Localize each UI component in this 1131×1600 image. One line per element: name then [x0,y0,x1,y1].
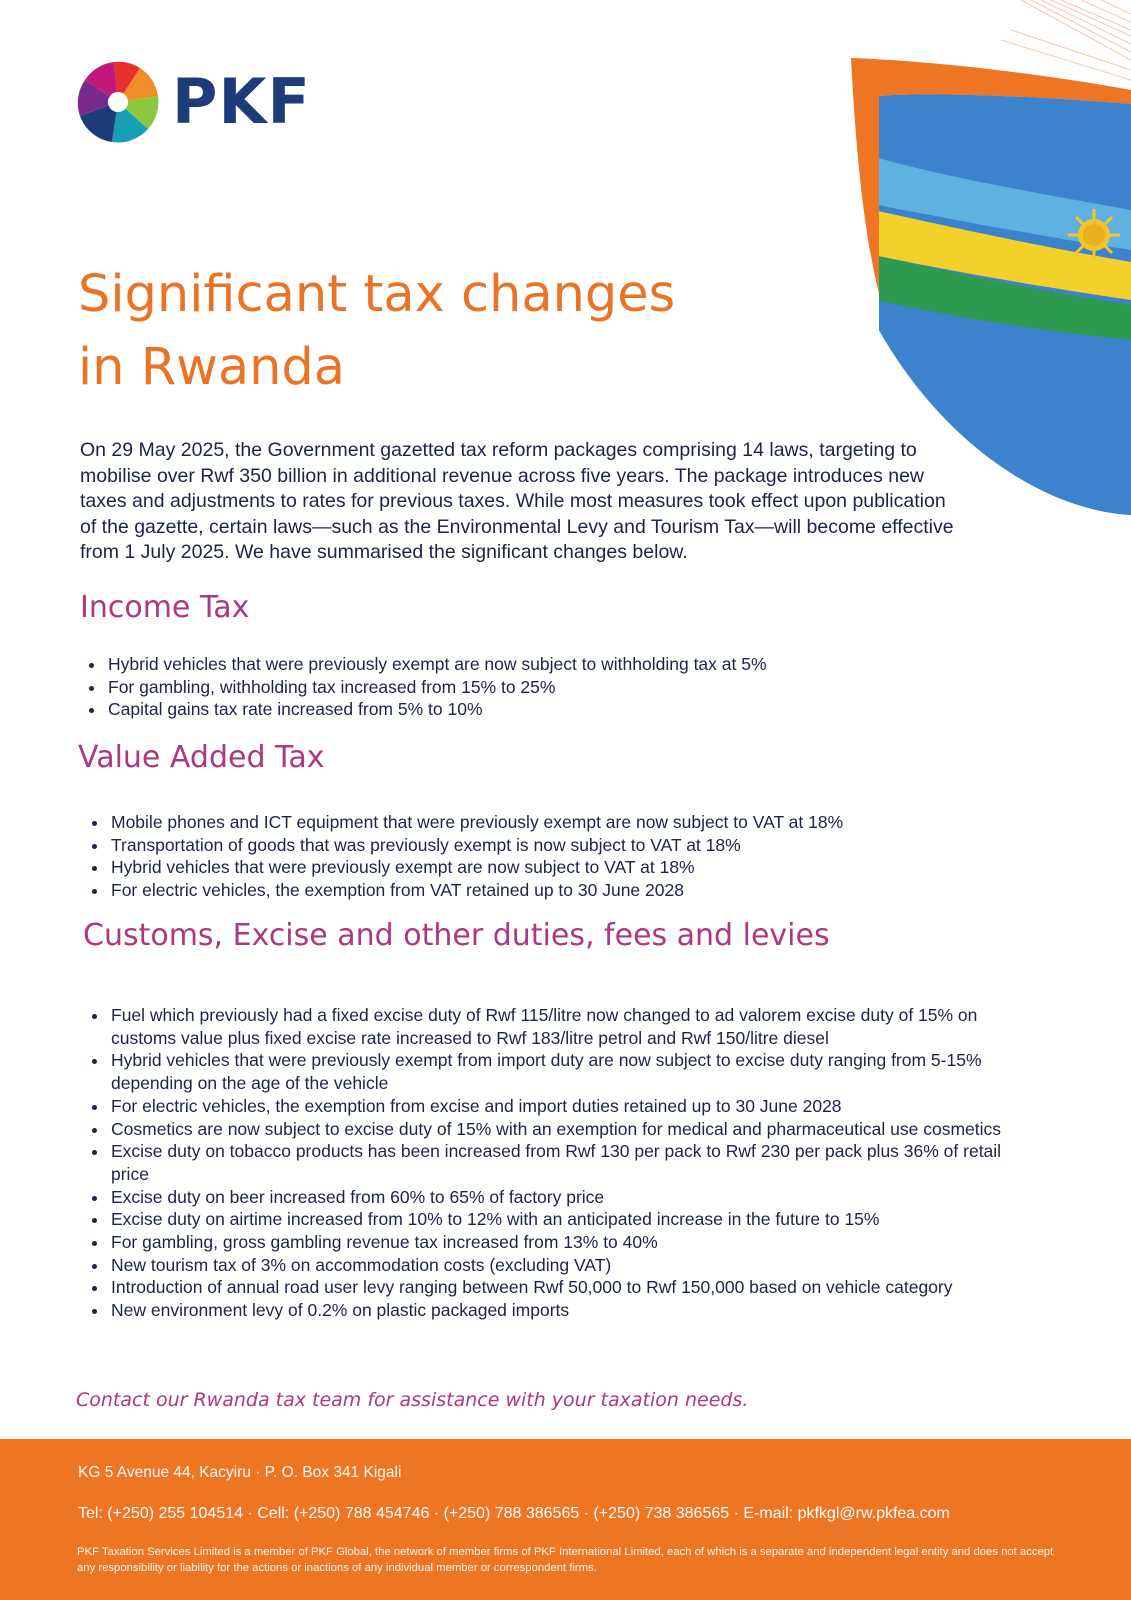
income-tax-list [80,653,1006,721]
footer-legal-disclaimer: PKF Taxation Services Limited is a member of PKF Global, the network of member firms of PKF International Limited, each of which is a separate and independent legal entity and does not accept any responsibility or liability for the actions or inactions of any individual member or correspondent firms. [77,1546,1054,1574]
intro-paragraph: On 29 May 2025, the Government gazetted tax reform packages comprising 14 laws, targeting to mobilise over Rwf 350 billion in additional revenue across five years. The package introduces new taxes and adjustments to rates for previous taxes. While most measures took effect upon publication of the gazette, certain laws—such as the Environmental Levy and Tourism Tax—will become effective from 1 July 2025. We have summarised the significant changes below. [80,439,954,564]
pkf-logo-mark-icon [76,60,160,144]
list-item: • Excise duty on beer increased from 60% to 65% of factory price [109,1186,1021,1209]
footer-address: KG 5 Avenue 44, Kacyiru · P. O. Box 341 Kigali [78,1464,402,1481]
list-item: • For gambling, gross gambling revenue tax increased from 13% to 40% [109,1231,1021,1254]
section-heading-value-added-tax: Value Added Tax [78,740,325,775]
list-item: • Excise duty on tobacco products has been increased from Rwf 130 per pack to Rwf 230 per pack plus 36% of retail price [109,1140,1021,1185]
list-item: • Hybrid vehicles that were previously exempt are now subject to VAT at 18% [109,856,1009,879]
list-item: • Fuel which previously had a fixed excise duty of Rwf 115/litre now changed to ad valorem excise duty of 15% on customs value plus fixed excise rate increased to Rwf 183/litre petrol and Rwf 150/litre diesel [109,1004,1021,1049]
list-item: • For electric vehicles, the exemption from VAT retained up to 30 June 2028 [109,879,1009,902]
footer-contacts: Tel: (+250) 255 104514 · Cell: (+250) 788 454746 · (+250) 788 386565 · (+250) 738 386565 · E-mail: pkfkgl@rw.pkfea.com [78,1505,950,1522]
footer [0,1439,1131,1600]
title-line-2: in Rwanda [78,338,346,397]
customs-list [83,1004,1021,1322]
list-item: • Capital gains tax rate increased from 5% to 10% [106,698,1006,721]
list-item: • New environment levy of 0.2% on plastic packaged imports [109,1299,1021,1322]
section-heading-income-tax: Income Tax [80,590,250,625]
page-title [78,258,798,404]
list-item: • Mobile phones and ICT equipment that were previously exempt are now subject to VAT at 18% [109,811,1009,834]
list-item: • New tourism tax of 3% on accommodation costs (excluding VAT) [109,1254,1021,1277]
vat-list [83,811,1009,902]
list-item: • Excise duty on airtime increased from 10% to 12% with an anticipated increase in the future to 15% [109,1208,1021,1231]
pkf-logo-wordmark: PKF [172,65,311,138]
title-line-1: Significant tax changes [78,265,676,324]
list-item: • For gambling, withholding tax increased from 15% to 25% [106,676,1006,699]
section-heading-customs-excise: Customs, Excise and other duties, fees and levies [83,918,830,953]
list-item: • Hybrid vehicles that were previously exempt are now subject to withholding tax at 5% [106,653,1006,676]
list-item: • Transportation of goods that was previously exempt is now subject to VAT at 18% [109,834,1009,857]
list-item: • Introduction of annual road user levy ranging between Rwf 50,000 to Rwf 150,000 based on vehicle category [109,1276,1021,1299]
list-item: • Cosmetics are now subject to excise duty of 15% with an exemption for medical and pharmaceutical use cosmetics [109,1118,1021,1141]
list-item: • Hybrid vehicles that were previously exempt from import duty are now subject to excise duty ranging from 5-15% depending on the age of the vehicle [109,1049,1021,1094]
list-item: • For electric vehicles, the exemption from excise and import duties retained up to 30 June 2028 [109,1095,1021,1118]
contact-tagline: Contact our Rwanda tax team for assistance with your taxation needs. [76,1389,749,1411]
